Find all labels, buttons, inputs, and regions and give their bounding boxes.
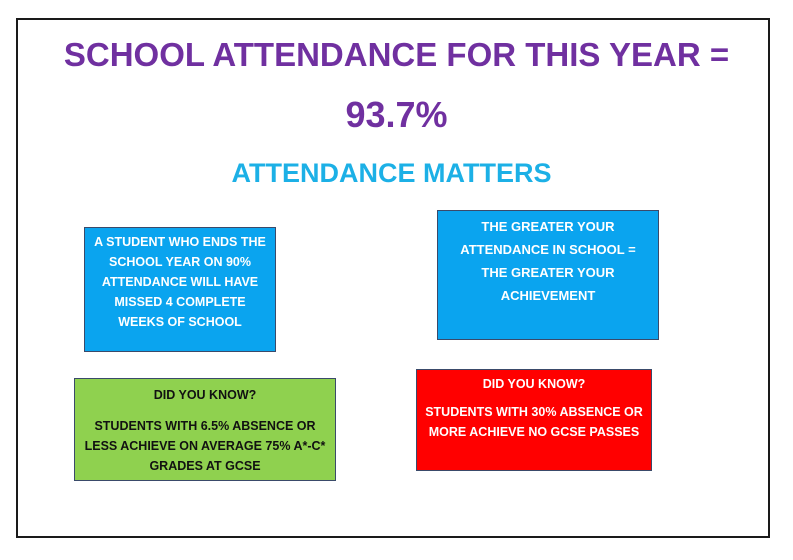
info-box-90-percent [84,227,276,352]
info-box-did-you-know-green [74,378,336,481]
poster-title: SCHOOL ATTENDANCE FOR THIS YEAR = [63,36,730,73]
info-line: STUDENTS WITH 6.5% ABSENCE OR [94,419,316,433]
info-line: MISSED 4 COMPLETE [114,295,246,309]
info-line: SCHOOL YEAR ON 90% [109,255,251,269]
info-line: THE GREATER YOUR [481,219,615,234]
info-box-did-you-know-red [416,369,652,471]
info-line: ATTENDANCE IN SCHOOL = [460,242,636,257]
info-line: MORE ACHIEVE NO GCSE PASSES [428,425,640,439]
info-line: ACHIEVEMENT [500,288,596,303]
info-line: A STUDENT WHO ENDS THE [94,235,266,249]
did-you-know-heading: DID YOU KNOW? [153,388,257,402]
info-line: STUDENTS WITH 30% ABSENCE OR [425,405,643,419]
info-line: WEEKS OF SCHOOL [118,315,242,329]
info-line: LESS ACHIEVE ON AVERAGE 75% A*-C* [84,439,326,453]
info-line: GRADES AT GCSE [149,459,261,473]
info-line: THE GREATER YOUR [481,265,615,280]
poster-subtitle: ATTENDANCE MATTERS [231,158,552,188]
attendance-percentage: 93.7% [345,94,448,135]
info-line: ATTENDANCE WILL HAVE [101,275,259,289]
did-you-know-heading: DID YOU KNOW? [482,377,586,391]
info-box-greater-attendance [437,210,659,340]
